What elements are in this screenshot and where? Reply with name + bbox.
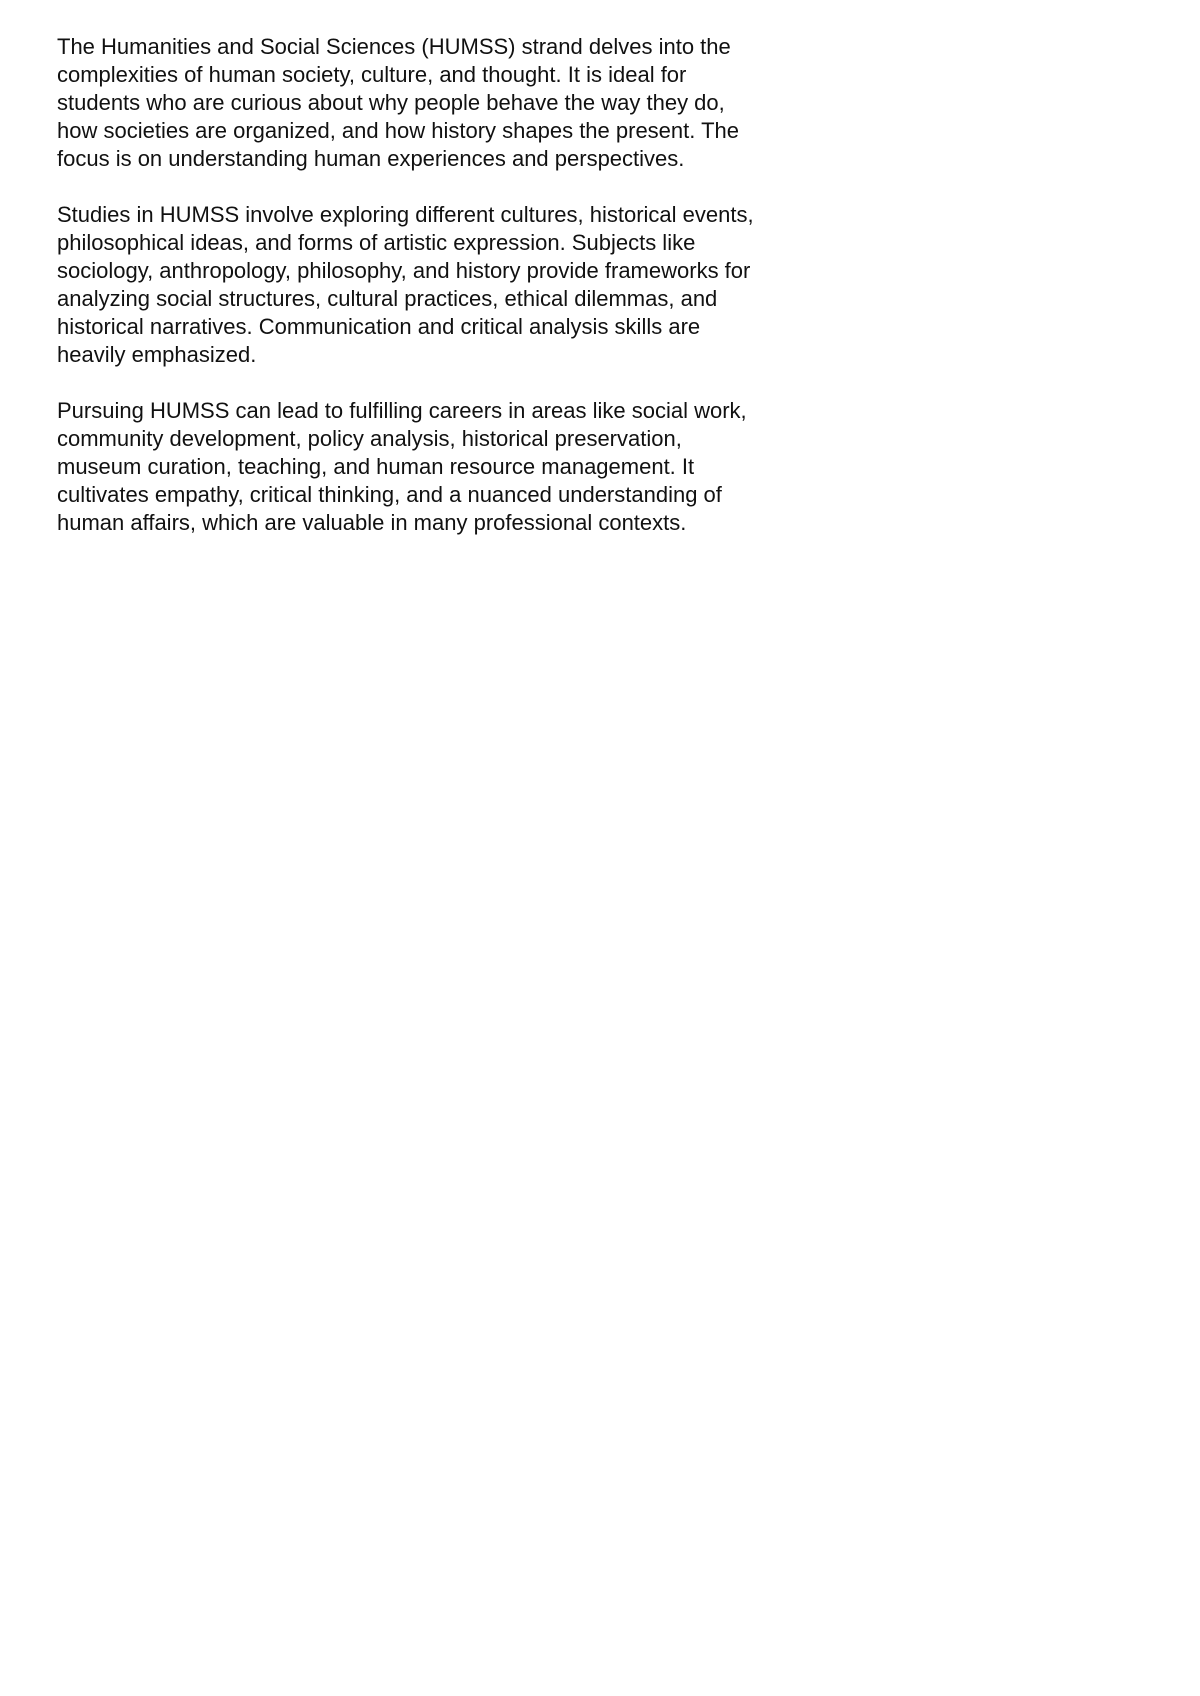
paragraph-careers: Pursuing HUMSS can lead to fulfilling careers in areas like social work, community development, policy analysis, historical preservation, museum curation, teaching, and human resource management. It cultivates empathy, critical thinking, and a nuanced understanding of human affairs, which are valuable in many professional contexts. (57, 398, 747, 535)
paragraph-intro: The Humanities and Social Sciences (HUMSS) strand delves into the complexities of human society, culture, and thought. It is ideal for students who are curious about why people behave the way they do, how societies are organized, and how history shapes the present. The focus is on understanding human experiences and perspectives. (57, 34, 739, 171)
document-body (57, 33, 847, 565)
paragraph-studies: Studies in HUMSS involve exploring different cultures, historical events, philosophical ideas, and forms of artistic expression. Subjects like sociology, anthropology, philosophy, and history provide frameworks for analyzing social structures, cultural practices, ethical dilemmas, and historical narratives. Communication and critical analysis skills are heavily emphasized. (57, 202, 754, 367)
